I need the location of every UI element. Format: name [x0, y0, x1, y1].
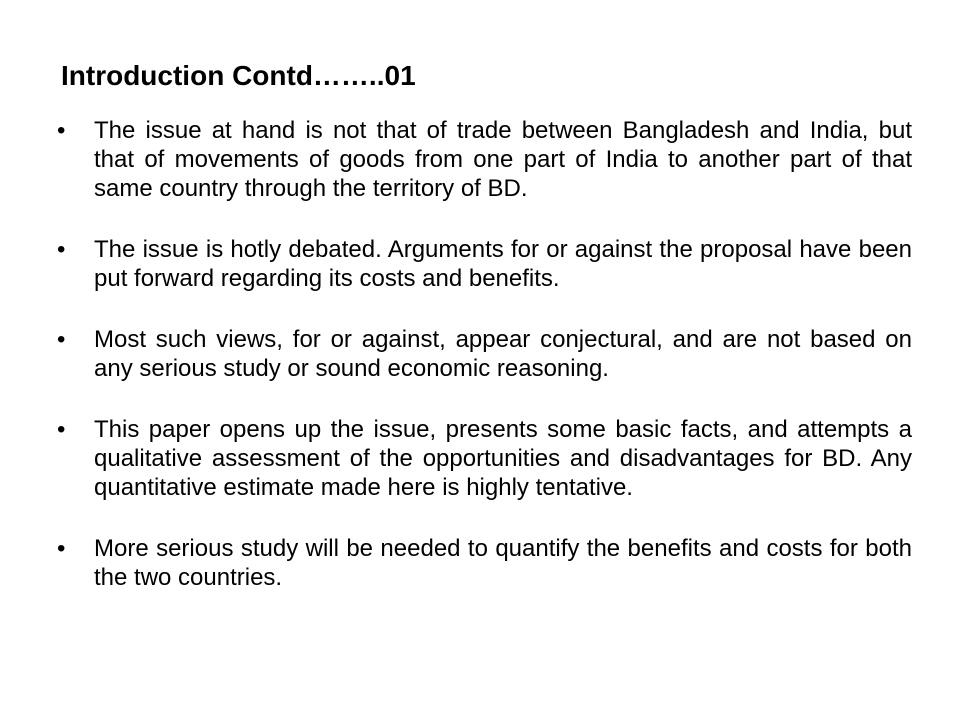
bullet-icon: • [57, 236, 66, 263]
bullet-text: This paper opens up the issue, presents some basic facts, and attempts a qualitative assessment of the opportunities and disadvantages for BD. Any quantitative estimate made here is highly tentative. [94, 416, 912, 501]
bullet-item [57, 325, 912, 383]
slide-title: Introduction Contd……..01 [61, 60, 416, 91]
bullet-text: More serious study will be needed to quantify the benefits and costs for both the two countries. [94, 535, 912, 591]
bullet-item [57, 116, 912, 203]
bullet-icon: • [57, 416, 66, 443]
bullet-list [57, 116, 912, 592]
bullet-icon: • [57, 117, 66, 144]
bullet-item [57, 534, 912, 592]
bullet-text: The issue at hand is not that of trade between Bangladesh and India, but that of movements of goods from one part of India to another part of that same country through the territory of BD. [94, 117, 912, 202]
bullet-text: Most such views, for or against, appear conjectural, and are not based on any serious study or sound economic reasoning. [94, 326, 912, 382]
bullet-text: The issue is hotly debated. Arguments for or against the proposal have been put forward regarding its costs and benefits. [94, 236, 912, 292]
bullet-item [57, 415, 912, 502]
bullet-icon: • [57, 326, 66, 353]
bullet-icon: • [57, 535, 66, 562]
bullet-item [57, 235, 912, 293]
